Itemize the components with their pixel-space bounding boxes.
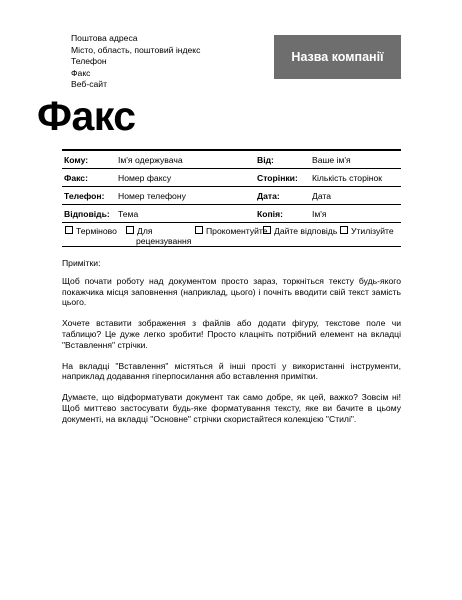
checkbox-recycle[interactable] — [340, 226, 394, 236]
notes-section — [62, 258, 401, 435]
label-date: Дата: — [257, 191, 280, 201]
checkbox-row — [62, 222, 401, 247]
value-copy-name[interactable]: Ім'я — [312, 209, 327, 219]
label-fax: Факс: — [64, 173, 88, 183]
company-name-box[interactable] — [274, 35, 401, 79]
checkbox-label: Дайте відповідь — [274, 226, 338, 236]
checkbox-label: Прокоментуйте — [206, 226, 268, 236]
value-page-count[interactable]: Кількість сторінок — [312, 173, 383, 183]
checkbox-urgent[interactable] — [65, 226, 117, 236]
label-pages: Сторінки: — [257, 173, 298, 183]
value-fax-number[interactable]: Номер факсу — [118, 173, 172, 183]
address-line-city[interactable]: Місто, область, поштовий індекс — [71, 44, 201, 55]
checkbox-for-review[interactable] — [126, 226, 191, 246]
checkbox-square-icon[interactable] — [126, 226, 134, 234]
checkbox-label: Терміново — [76, 226, 117, 236]
label-reply: Відповідь: — [64, 209, 110, 219]
value-date[interactable]: Дата — [312, 191, 332, 201]
label-phone: Телефон: — [64, 191, 105, 201]
company-name: Назва компанії — [291, 50, 384, 64]
note-paragraph[interactable]: Щоб почати роботу над документом просто зараз, торкніться тексту будь-якого покажчика місця заповнення (наприклад, цього) і почніть вводити свій текст замість цього. — [62, 275, 401, 308]
notes-label: Примітки: — [62, 258, 101, 268]
sender-address-block — [71, 33, 200, 91]
field-row-fax-pages — [62, 169, 401, 187]
document-title: Факс — [37, 93, 136, 139]
checkbox-reply[interactable] — [263, 226, 337, 236]
label-copy: Копія: — [257, 209, 283, 219]
address-line-postal[interactable]: Поштова адреса — [71, 33, 138, 43]
address-line-website[interactable]: Веб-сайт — [71, 79, 108, 90]
checkbox-label: Для — [137, 226, 153, 236]
field-row-to-from — [62, 149, 401, 169]
checkbox-square-icon[interactable] — [195, 226, 203, 234]
value-phone-number[interactable]: Номер телефону — [118, 191, 186, 201]
checkbox-comment[interactable] — [195, 226, 268, 236]
note-paragraph[interactable]: На вкладці "Вставлення" містяться й інші прості у використанні інструменти, наприклад додавання гіперпосилання або вставлення примітки. — [62, 360, 401, 382]
checkbox-label-line2: рецензування — [136, 236, 192, 246]
label-from: Від: — [257, 155, 274, 165]
value-subject[interactable]: Тема — [118, 209, 139, 219]
checkbox-square-icon[interactable] — [340, 226, 348, 234]
note-paragraph[interactable]: Думаєте, що відформатувати документ так само добре, як цей, важко? Зовсім ні! Щоб миттєво застосувати будь-яке форматування тексту, яке ви бачите в цьому документі, на вкладці "Основне" стрічки скористайтеся колекцією "Стилі". — [62, 392, 401, 424]
checkbox-label: Утилізуйте — [351, 226, 394, 236]
note-paragraph[interactable]: Хочете вставити зображення з файлів або додати фігуру, текстове поле чи таблицю? Це дуже легко зробити! Просто клацніть потрібний елемент на вкладці "Вставлення" стрічки. — [62, 318, 401, 350]
value-recipient[interactable]: Ім'я одержувача — [118, 155, 183, 165]
checkbox-square-icon[interactable] — [263, 226, 271, 234]
field-row-reply-copy — [62, 205, 401, 223]
field-row-phone-date — [62, 187, 401, 205]
address-line-phone[interactable]: Телефон — [71, 56, 107, 67]
value-sender[interactable]: Ваше ім'я — [312, 155, 351, 165]
checkbox-square-icon[interactable] — [65, 226, 73, 234]
address-line-fax[interactable]: Факс — [71, 67, 91, 78]
label-to: Кому: — [64, 155, 89, 165]
fax-fields-table — [62, 149, 401, 223]
